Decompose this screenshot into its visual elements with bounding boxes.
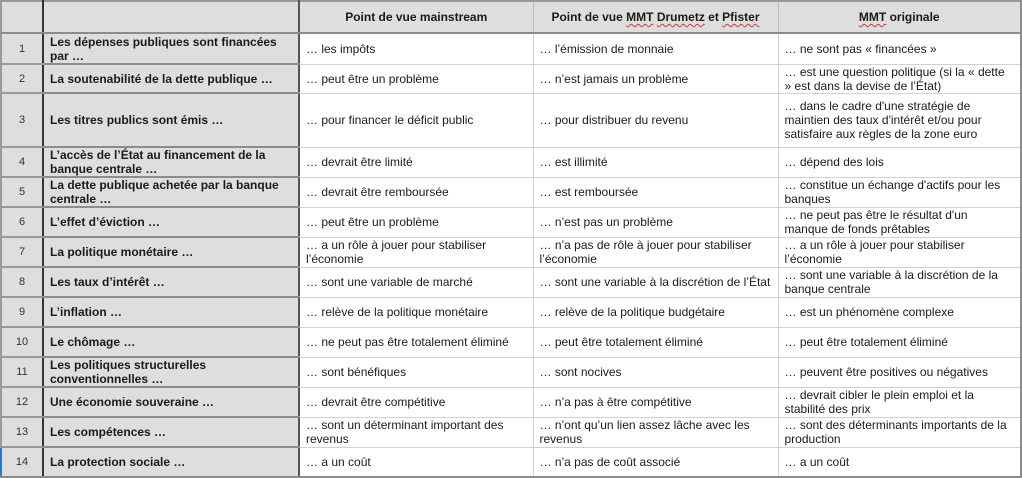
cell-mainstream[interactable]: … relève de la politique monétaire xyxy=(299,297,533,327)
table-row xyxy=(1,357,1021,387)
row-label[interactable]: Les compétences … xyxy=(43,417,299,447)
cell-mmt-dp[interactable]: … sont nocives xyxy=(533,357,778,387)
cell-mmt-orig[interactable]: … constitue un échange d'actifs pour les banques xyxy=(778,177,1021,207)
cell-mmt-orig[interactable]: … dans le cadre d'une stratégie de maintien des taux d'intérêt et/ou pour satisfaire aux règles de la zone euro xyxy=(778,93,1021,147)
spellcheck-word: MMT xyxy=(858,10,887,24)
header-text: et xyxy=(704,10,723,24)
cell-mmt-dp[interactable]: … n’ont qu’un lien assez lâche avec les revenus xyxy=(533,417,778,447)
cell-mmt-dp[interactable]: … est remboursée xyxy=(533,177,778,207)
table-row xyxy=(1,297,1021,327)
row-number[interactable]: 10 xyxy=(1,327,43,357)
row-number[interactable]: 4 xyxy=(1,147,43,177)
cell-mainstream[interactable]: … devrait être limité xyxy=(299,147,533,177)
corner-header-cell[interactable] xyxy=(1,1,43,33)
cell-mmt-orig[interactable]: … sont des déterminants importants de la production xyxy=(778,417,1021,447)
table-row xyxy=(1,33,1021,64)
spellcheck-word: MMT xyxy=(626,10,654,24)
row-number[interactable]: 2 xyxy=(1,64,43,93)
row-label[interactable]: La protection sociale … xyxy=(43,447,299,477)
header-text: Point de vue xyxy=(551,10,627,24)
cell-mainstream[interactable]: … a un coût xyxy=(299,447,533,477)
cell-mmt-dp[interactable]: … sont une variable à la discrétion de l’État xyxy=(533,267,778,297)
header-mmt-drumetz-pfister[interactable] xyxy=(533,1,778,33)
table-row xyxy=(1,327,1021,357)
cell-mmt-orig[interactable]: … est une question politique (si la « dette » est dans la devise de l’État) xyxy=(778,64,1021,93)
cell-mmt-dp[interactable]: … n’est jamais un problème xyxy=(533,64,778,93)
cell-mmt-orig[interactable]: … dépend des lois xyxy=(778,147,1021,177)
cell-mmt-orig[interactable]: … est un phénomène complexe xyxy=(778,297,1021,327)
header-mainstream[interactable]: Point de vue mainstream xyxy=(299,1,533,33)
table-row xyxy=(1,64,1021,93)
cell-mainstream[interactable]: … sont bénéfiques xyxy=(299,357,533,387)
row-label[interactable]: La soutenabilité de la dette publique … xyxy=(43,64,299,93)
table-row xyxy=(1,267,1021,297)
cell-mainstream[interactable]: … peut être un problème xyxy=(299,207,533,237)
table-row xyxy=(1,93,1021,147)
spellcheck-word: Pfister xyxy=(722,10,760,24)
cell-mainstream[interactable]: … devrait être compétitive xyxy=(299,387,533,417)
table-row-selected xyxy=(1,447,1021,477)
row-number[interactable]: 3 xyxy=(1,93,43,147)
row-label[interactable]: Les taux d’intérêt … xyxy=(43,267,299,297)
row-number[interactable]: 8 xyxy=(1,267,43,297)
cell-mmt-orig[interactable]: … peut être totalement éliminé xyxy=(778,327,1021,357)
cell-mainstream[interactable]: … pour financer le déficit public xyxy=(299,93,533,147)
header-row xyxy=(1,1,1021,33)
cell-mainstream[interactable]: … devrait être remboursée xyxy=(299,177,533,207)
table-row xyxy=(1,207,1021,237)
cell-mmt-orig[interactable]: … devrait cibler le plein emploi et la stabilité des prix xyxy=(778,387,1021,417)
cell-mmt-orig[interactable]: … a un rôle à jouer pour stabiliser l’économie xyxy=(778,237,1021,267)
row-label[interactable]: Les politiques structurelles conventionnelles … xyxy=(43,357,299,387)
cell-mmt-dp[interactable]: … n’a pas à être compétitive xyxy=(533,387,778,417)
cell-mmt-orig[interactable]: … ne peut pas être le résultat d'un manque de fonds prêtables xyxy=(778,207,1021,237)
row-number[interactable]: 13 xyxy=(1,417,43,447)
cell-mmt-dp[interactable]: … l’émission de monnaie xyxy=(533,33,778,64)
cell-mmt-orig[interactable]: … sont une variable à la discrétion de la banque centrale xyxy=(778,267,1021,297)
cell-mainstream[interactable]: … les impôts xyxy=(299,33,533,64)
cell-mainstream[interactable]: … a un rôle à jouer pour stabiliser l’économie xyxy=(299,237,533,267)
row-label[interactable]: La politique monétaire … xyxy=(43,237,299,267)
row-label[interactable]: Les titres publics sont émis … xyxy=(43,93,299,147)
row-number[interactable]: 6 xyxy=(1,207,43,237)
cell-mainstream[interactable]: … sont un déterminant important des revenus xyxy=(299,417,533,447)
cell-mainstream[interactable]: … peut être un problème xyxy=(299,64,533,93)
row-label[interactable]: L’effet d’éviction … xyxy=(43,207,299,237)
row-number[interactable]: 9 xyxy=(1,297,43,327)
label-header-cell[interactable] xyxy=(43,1,299,33)
cell-mmt-dp[interactable]: … est illimité xyxy=(533,147,778,177)
row-number[interactable]: 11 xyxy=(1,357,43,387)
cell-mainstream[interactable]: … ne peut pas être totalement éliminé xyxy=(299,327,533,357)
cell-mmt-dp[interactable]: … relève de la politique budgétaire xyxy=(533,297,778,327)
cell-mmt-orig[interactable]: … peuvent être positives ou négatives xyxy=(778,357,1021,387)
cell-mmt-dp[interactable]: … n’est pas un problème xyxy=(533,207,778,237)
header-text: originale xyxy=(886,10,940,24)
row-number[interactable]: 12 xyxy=(1,387,43,417)
cell-mmt-orig[interactable]: … a un coût xyxy=(778,447,1021,477)
table-row xyxy=(1,237,1021,267)
row-label[interactable]: Les dépenses publiques sont financées par … xyxy=(43,33,299,64)
row-number[interactable]: 7 xyxy=(1,237,43,267)
row-label[interactable]: La dette publique achetée par la banque centrale … xyxy=(43,177,299,207)
table-row xyxy=(1,417,1021,447)
header-mmt-originale[interactable] xyxy=(778,1,1021,33)
table-row xyxy=(1,177,1021,207)
row-number[interactable]: 1 xyxy=(1,33,43,64)
cell-mmt-orig[interactable]: … ne sont pas « financées » xyxy=(778,33,1021,64)
row-number[interactable]: 14 xyxy=(1,447,43,477)
row-label[interactable]: L’inflation … xyxy=(43,297,299,327)
cell-mmt-dp[interactable]: … pour distribuer du revenu xyxy=(533,93,778,147)
cell-mmt-dp[interactable]: … peut être totalement éliminé xyxy=(533,327,778,357)
row-label[interactable]: Le chômage … xyxy=(43,327,299,357)
cell-mmt-dp[interactable]: … n’a pas de rôle à jouer pour stabiliser l’économie xyxy=(533,237,778,267)
spellcheck-word: Drumetz xyxy=(656,10,705,24)
row-label[interactable]: Une économie souveraine … xyxy=(43,387,299,417)
cell-mmt-dp[interactable]: … n’a pas de coût associé xyxy=(533,447,778,477)
row-label[interactable]: L’accès de l’État au financement de la banque centrale … xyxy=(43,147,299,177)
table-row xyxy=(1,387,1021,417)
cell-mainstream[interactable]: … sont une variable de marché xyxy=(299,267,533,297)
row-number[interactable]: 5 xyxy=(1,177,43,207)
table-row xyxy=(1,147,1021,177)
